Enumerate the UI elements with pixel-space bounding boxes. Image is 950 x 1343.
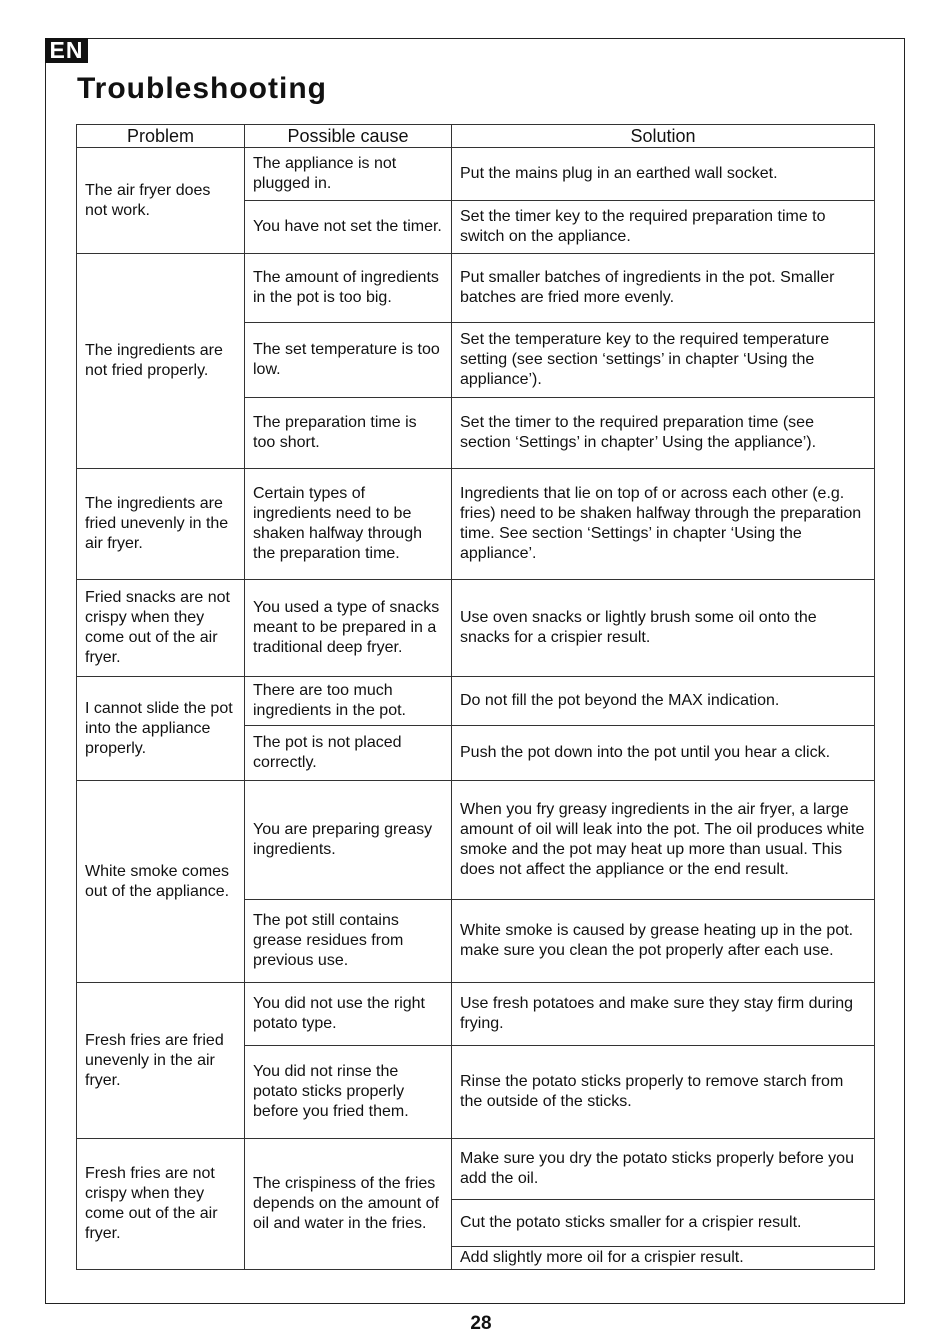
table-row bbox=[77, 983, 875, 1046]
cause-cell: The set temperature is too low. bbox=[245, 323, 452, 398]
cause-cell: You used a type of snacks meant to be prepared in a traditional deep fryer. bbox=[245, 580, 452, 677]
table-row bbox=[77, 580, 875, 677]
solution-cell: Cut the potato sticks smaller for a crispier result. bbox=[452, 1200, 875, 1247]
header-cause: Possible cause bbox=[245, 125, 452, 148]
table-row bbox=[77, 254, 875, 323]
page-number: 28 bbox=[470, 1313, 492, 1334]
problem-cell: The ingredients are not fried properly. bbox=[77, 254, 245, 469]
table-row bbox=[77, 1139, 875, 1200]
problem-cell: I cannot slide the pot into the appliance properly. bbox=[77, 677, 245, 781]
problem-cell: The air fryer does not work. bbox=[77, 148, 245, 254]
solution-cell: White smoke is caused by grease heating up in the pot. make sure you clean the pot properly after each use. bbox=[452, 900, 875, 983]
problem-cell: Fresh fries are not crispy when they come out of the air fryer. bbox=[77, 1139, 245, 1270]
cause-cell: You did not use the right potato type. bbox=[245, 983, 452, 1046]
cause-cell: The appliance is not plugged in. bbox=[245, 148, 452, 201]
table-row bbox=[77, 677, 875, 726]
solution-cell: Set the temperature key to the required temperature setting (see section ‘settings’ in chapter ‘Using the appliance’). bbox=[452, 323, 875, 398]
table-row bbox=[77, 781, 875, 900]
cause-cell: The preparation time is too short. bbox=[245, 398, 452, 469]
solution-cell: Set the timer to the required preparation time (see section ‘Settings’ in chapter’ Using the appliance’). bbox=[452, 398, 875, 469]
solution-cell: Rinse the potato sticks properly to remove starch from the outside of the sticks. bbox=[452, 1046, 875, 1139]
table-row bbox=[77, 148, 875, 201]
cause-cell: There are too much ingredients in the pot. bbox=[245, 677, 452, 726]
solution-cell: Do not fill the pot beyond the MAX indication. bbox=[452, 677, 875, 726]
header-problem: Problem bbox=[77, 125, 245, 148]
cause-cell: You did not rinse the potato sticks properly before you fried them. bbox=[245, 1046, 452, 1139]
header-row bbox=[77, 125, 875, 148]
table-row bbox=[77, 469, 875, 580]
problem-cell: Fried snacks are not crispy when they come out of the air fryer. bbox=[77, 580, 245, 677]
cause-cell: Certain types of ingredients need to be shaken halfway through the preparation time. bbox=[245, 469, 452, 580]
cause-cell: You are preparing greasy ingredients. bbox=[245, 781, 452, 900]
cause-cell: You have not set the timer. bbox=[245, 201, 452, 254]
problem-cell: Fresh fries are fried unevenly in the air fryer. bbox=[77, 983, 245, 1139]
cause-cell: The pot is not placed correctly. bbox=[245, 726, 452, 781]
troubleshooting-table bbox=[76, 124, 875, 1270]
problem-cell: White smoke comes out of the appliance. bbox=[77, 781, 245, 983]
language-badge: EN bbox=[45, 38, 88, 63]
solution-cell: When you fry greasy ingredients in the air fryer, a large amount of oil will leak into the pot. The oil produces white smoke and the pot may heat up more than usual. This does not affect the appliance or the end result. bbox=[452, 781, 875, 900]
solution-cell: Make sure you dry the potato sticks properly before you add the oil. bbox=[452, 1139, 875, 1200]
cause-cell: The pot still contains grease residues from previous use. bbox=[245, 900, 452, 983]
solution-cell: Use fresh potatoes and make sure they stay firm during frying. bbox=[452, 983, 875, 1046]
cause-cell: The crispiness of the fries depends on the amount of oil and water in the fries. bbox=[245, 1139, 452, 1270]
solution-cell: Add slightly more oil for a crispier result. bbox=[452, 1247, 875, 1270]
solution-cell: Put the mains plug in an earthed wall socket. bbox=[452, 148, 875, 201]
solution-cell: Push the pot down into the pot until you hear a click. bbox=[452, 726, 875, 781]
solution-cell: Use oven snacks or lightly brush some oil onto the snacks for a crispier result. bbox=[452, 580, 875, 677]
problem-cell: The ingredients are fried unevenly in the air fryer. bbox=[77, 469, 245, 580]
solution-cell: Put smaller batches of ingredients in the pot. Smaller batches are fried more evenly. bbox=[452, 254, 875, 323]
header-solution: Solution bbox=[452, 125, 875, 148]
cause-cell: The amount of ingredients in the pot is too big. bbox=[245, 254, 452, 323]
solution-cell: Ingredients that lie on top of or across each other (e.g. fries) need to be shaken halfway through the preparation time. See section ‘Settings’ in chapter ‘Using the appliance’. bbox=[452, 469, 875, 580]
page-title: Troubleshooting bbox=[77, 72, 327, 105]
solution-cell: Set the timer key to the required preparation time to switch on the appliance. bbox=[452, 201, 875, 254]
